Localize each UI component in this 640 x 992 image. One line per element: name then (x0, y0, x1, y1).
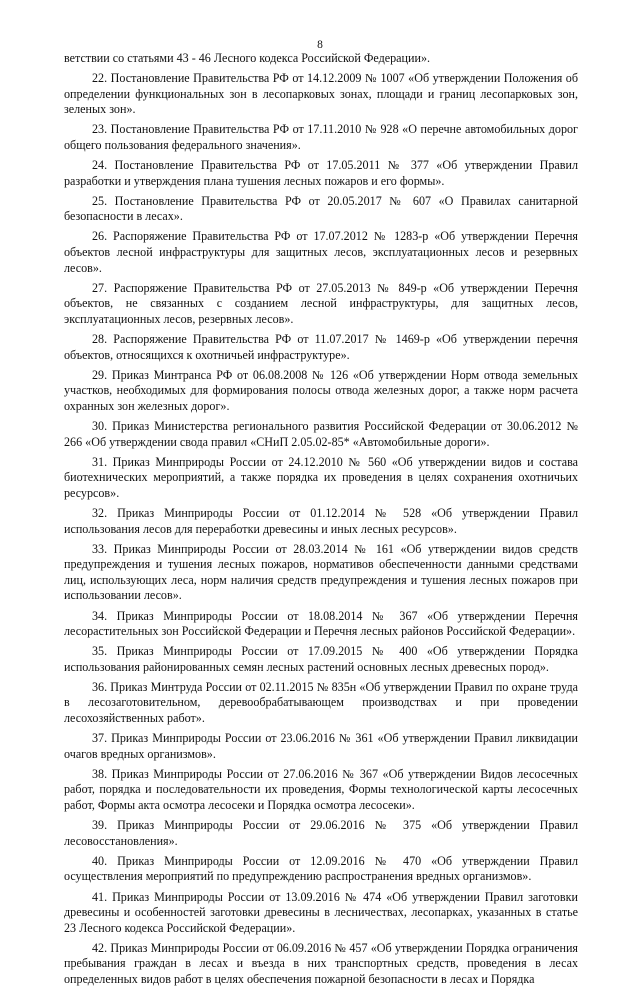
list-item: 25. Постановление Правительства РФ от 20.05.2017 № 607 «О Правилах санитарной безопасности в лесах». (64, 193, 578, 224)
list-item: 29. Приказ Минтранса РФ от 06.08.2008 № 126 «Об утверждении Норм отвода земельных участков, необходимых для формирования полосы отвода железных дорог, а также норм расчета охранных зон железных дорог». (64, 367, 578, 413)
list-item: 31. Приказ Минприроды России от 24.12.2010 № 560 «Об утверждении видов и состава биотехнических мероприятий, а также порядка их проведения в целях сохранения охотничьих ресурсов». (64, 454, 578, 500)
list-item: 42. Приказ Минприроды России от 06.09.2016 № 457 «Об утверждении Порядка ограничения пребывания граждан в лесах и въезда в них транспортных средств, проведения в лесах определенных видов работ в целях обеспечения пожарной безопасности в лесах и Порядка (64, 940, 578, 986)
list-item: 30. Приказ Министерства регионального развития Российской Федерации от 30.06.2012 № 266 «Об утверждении свода правил «СНиП 2.05.02-85* «Автомобильные дороги». (64, 418, 578, 449)
continuation-text: ветствии со статьями 43 - 46 Лесного кодекса Российской Федерации». (64, 51, 431, 65)
list-item: 22. Постановление Правительства РФ от 14.12.2009 № 1007 «Об утверждении Положения об определении функциональных зон в лесопарковых зонах, площади и границ лесопарковых зон, зеленых зон». (64, 71, 578, 117)
list-item: 35. Приказ Минприроды России от 17.09.2015 № 400 «Об утверждении Порядка использования районированных семян лесных растений основных лесных древесных пород». (64, 644, 578, 674)
list-item: 32. Приказ Минприроды России от 01.12.2014 № 528 «Об утверждении Правил использования лесов для переработки древесины и иных лесных ресурсов». (64, 505, 578, 536)
list-item: 28. Распоряжение Правительства РФ от 11.07.2017 № 1469-р «Об утверждении перечня объектов, относящихся к охотничьей инфраструктуре». (64, 332, 578, 362)
list-item: 23. Постановление Правительства РФ от 17.11.2010 № 928 «О перечне автомобильных дорог общего пользования федерального значения». (64, 122, 578, 152)
document-body (64, 51, 578, 992)
list-item: 24. Постановление Правительства РФ от 17.05.2011 № 377 «Об утверждении Правил разработки и утверждения плана тушения лесных пожаров и его формы». (64, 158, 578, 188)
page-number: 8 (317, 39, 323, 51)
list-item: 37. Приказ Минприроды России от 23.06.2016 № 361 «Об утверждении Правил ликвидации очагов вредных организмов». (64, 731, 578, 761)
list-item: 34. Приказ Минприроды России от 18.08.2014 № 367 «Об утверждении Перечня лесорастительных зон Российской Федерации и Перечня лесных районов Российской Федерации». (64, 608, 578, 639)
list-item: 26. Распоряжение Правительства РФ от 17.07.2012 № 1283-р «Об утверждении Перечня объектов лесной инфраструктуры для защитных лесов, эксплуатационных лесов и резервных лесов». (64, 229, 578, 275)
list-item: 38. Приказ Минприроды России от 27.06.2016 № 367 «Об утверждении Видов лесосечных работ, порядка и последовательности их проведения, Формы технологической карты лесосечных работ, Формы акта осмотра лесосеки и Порядка осмотра лесосеки». (64, 766, 578, 813)
list-item: 27. Распоряжение Правительства РФ от 27.05.2013 № 849-р «Об утверждении Перечня объектов, не связанных с созданием лесной инфраструктуры, для защитных лесов, эксплуатационных лесов, резервных лесов». (64, 280, 578, 326)
list-item: 39. Приказ Минприроды России от 29.06.2016 № 375 «Об утверждении Правил лесовосстановления». (64, 818, 578, 848)
list-item: 36. Приказ Минтруда России от 02.11.2015 № 835н «Об утверждении Правил по охране труда в лесозаготовительном, деревообрабатывающем производствах и при проведении лесохозяйственных работ». (64, 679, 578, 726)
list-item: 41. Приказ Минприроды России от 13.09.2016 № 474 «Об утверждении Правил заготовки древесины и особенностей заготовки древесины в лесничествах, лесопарках, указанных в статье 23 Лесного кодекса Российской Федерации». (64, 889, 578, 935)
list-item: 40. Приказ Минприроды России от 12.09.2016 № 470 «Об утверждении Правил осуществления мероприятий по предупреждению распространения вредных организмов». (64, 853, 578, 884)
list-item: 33. Приказ Минприроды России от 28.03.2014 № 161 «Об утверждении видов средств предупреждения и тушения лесных пожаров, нормативов обеспеченности данными средствами лиц, использующих леса, норм наличия средств предупреждения и тушения лесных пожаров при использовании лесов». (64, 541, 578, 603)
